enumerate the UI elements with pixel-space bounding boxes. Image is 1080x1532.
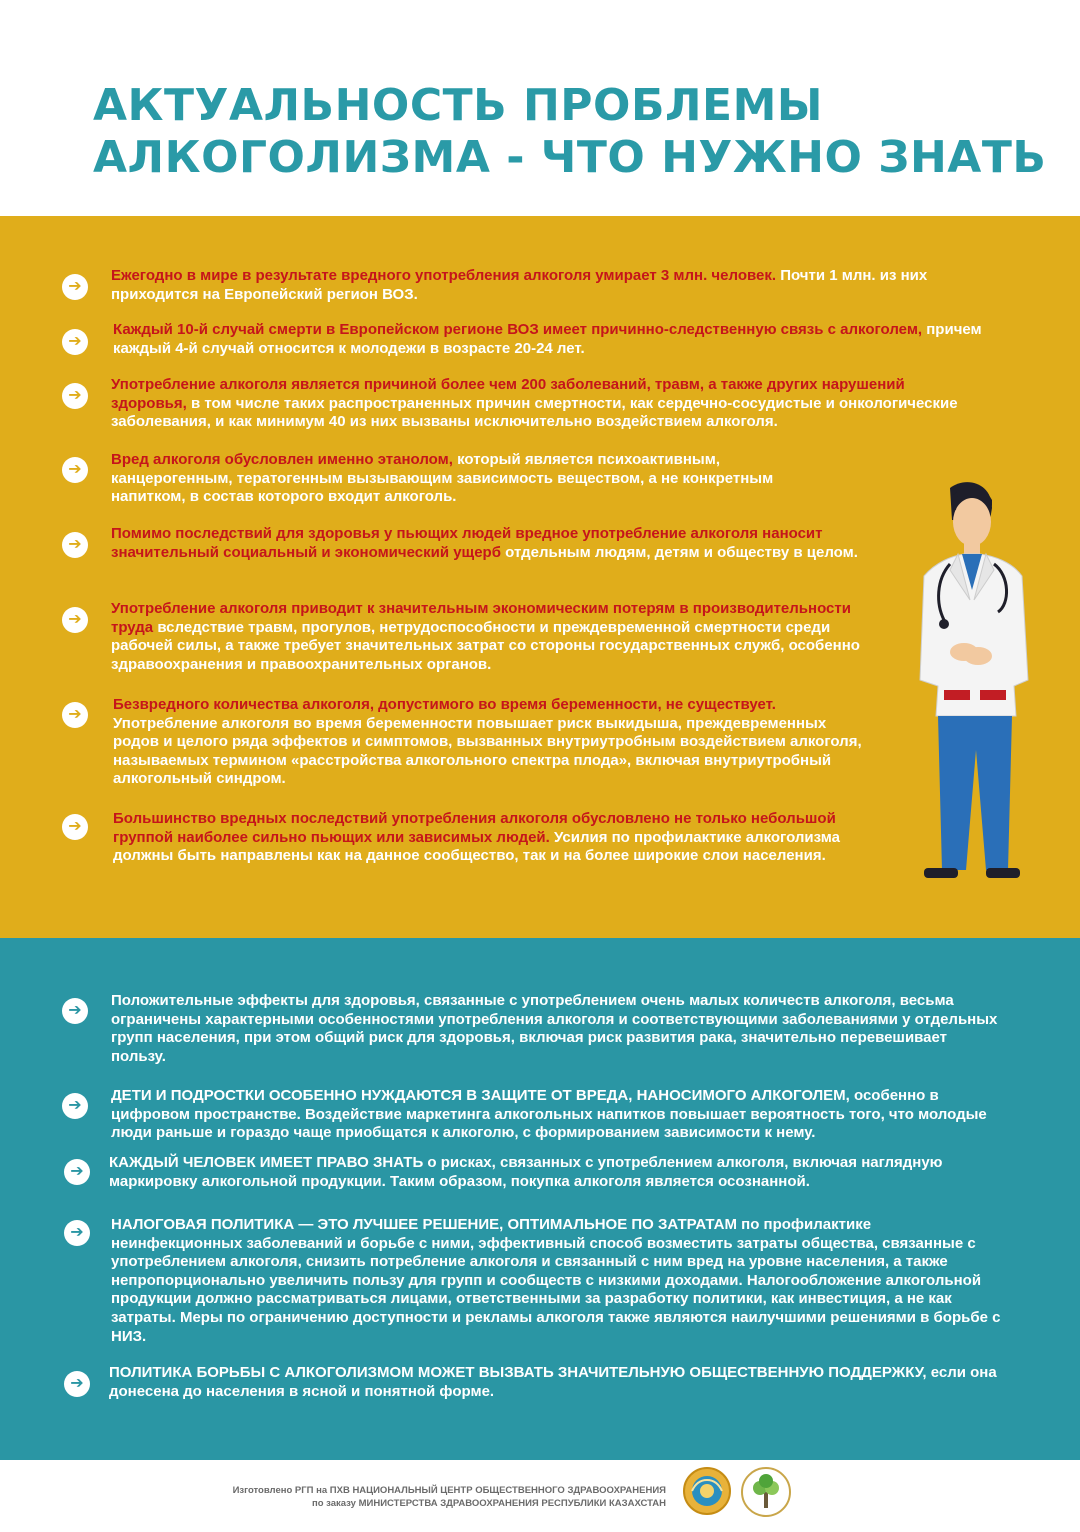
arrow-right-circle-icon: ➔ [64,1220,90,1246]
fact-item-8 [113,810,873,866]
state-emblem-icon [682,1466,732,1516]
fact-emphasis: Вред алкоголя обусловлен именно этанолом, [111,451,453,468]
arrow-right-circle-icon: ➔ [62,457,88,483]
arrow-right-circle-icon: ➔ [64,1159,90,1185]
page-title-line-2: АЛКОГОЛИЗМА - ЧТО НУЖНО ЗНАТЬ [93,132,1047,183]
doctor-illustration [880,480,1050,880]
fact-text: в том числе таких распространенных причин смертности, как сердечно-сосудистые и онкологические заболевания, и как минимум 40 из них вызваны исключительно воздействием алкоголя. [111,394,958,431]
fact-item-1 [111,267,981,304]
footer-line-2: по заказу МИНИСТЕРСТВА ЗДРАВООХРАНЕНИЯ РЕСПУБЛИКИ КАЗАХСТАН [311,1498,666,1509]
fact-item-7 [113,696,868,789]
arrow-right-circle-icon: ➔ [62,329,88,355]
page-title-line-1: АКТУАЛЬНОСТЬ ПРОБЛЕМЫ [93,80,823,131]
fact-text: Усилия по профилактике алкоголизма должны быть направлены как на данное сообщество, так и на более широкие слои населения. [113,828,840,865]
fact-text: причем каждый 4-й случай относится к молодежи в возрасте 20-24 лет. [113,321,982,357]
fact-item-2 [113,321,983,358]
arrow-right-circle-icon: ➔ [64,1371,90,1397]
policy-item-2: ДЕТИ И ПОДРОСТКИ ОСОБЕННО НУЖДАЮТСЯ В ЗАЩИТЕ ОТ ВРЕДА, НАНОСИМОГО АЛКОГОЛЕМ, особенно в цифровом пространстве. Воздействие маркетинга алкогольных напитков повышает вероятность того, что молодые люди раньше и гораздо чаще приобщатся к алкоголю, с формированием зависимости к нему. [111,1087,987,1142]
fact-emphasis: Безвредного количества алкоголя, допустимого во время беременности, не существует. [113,696,776,713]
arrow-right-circle-icon: ➔ [62,702,88,728]
fact-item-3 [111,376,981,432]
arrow-right-circle-icon: ➔ [62,532,88,558]
policy-item-5: ПОЛИТИКА БОРЬБЫ С АЛКОГОЛИЗМОМ МОЖЕТ ВЫЗВАТЬ ЗНАЧИТЕЛЬНУЮ ОБЩЕСТВЕННУЮ ПОДДЕРЖКУ, если она донесена до населения в ясной и понятной форме. [109,1364,997,1400]
arrow-right-circle-icon: ➔ [62,274,88,300]
fact-text: вследствие травм, прогулов, нетрудоспособности и преждевременной смертности среди рабочей силы, а также требует значительных затрат со стороны государственных служб, особенно здравоохранения и правоохранительных органов. [111,618,860,673]
fact-emphasis: Употребление алкоголя является причиной более чем 200 заболеваний, травм, а также других нарушений здоровья, [111,376,905,412]
fact-item-4 [111,451,811,507]
tree-logo-icon [740,1466,792,1518]
fact-item-6 [111,600,871,674]
footer [0,1460,1080,1532]
facts-section [0,216,1080,938]
arrow-right-circle-icon: ➔ [62,814,88,840]
policy-item-4: НАЛОГОВАЯ ПОЛИТИКА — ЭТО ЛУЧШЕЕ РЕШЕНИЕ, ОПТИМАЛЬНОЕ ПО ЗАТРАТАМ по профилактике неинфекционных заболеваний и борьбе с ними, эффективный способ возместить затраты общества, связанные с употреблением алкоголя, снизить потребление алкоголя и связанный с ним вред на уровне населения, а также непропорционально увеличить пользу для групп и сообществ с низкими доходами. Налогообложение алкогольной продукции должно рассматриваться лицами, ответственными за разработку политики, как инвестиция, а не как затраты. Меры по ограничению доступности и рекламы алкоголя также являются наилучшими решениями в борьбе с НИЗ. [111,1216,1001,1345]
fact-text: который является психоактивным, канцерогенным, тератогенным вызывающим зависимость веществом, а не конкретным напитком, в состав которого входит алкоголь. [111,451,774,506]
footer-line-1: Изготовлено РГП на ПХВ НАЦИОНАЛЬНЫЙ ЦЕНТР ОБЩЕСТВЕННОГО ЗДРАВООХРАНЕНИЯ [232,1485,666,1496]
fact-emphasis: Каждый 10-й случай смерти в Европейском регионе ВОЗ имеет причинно-следственную связь с алкоголем, [113,321,923,338]
fact-item-5 [111,525,861,562]
fact-text: Употребление алкоголя во время беременности повышает риск выкидыша, преждевременных родов и целого ряда эффектов и симптомов, вызванных внутриутробным воздействием алкоголя, называемых термином «расстройства алкогольного спектра плода», включая внутриутробный алкогольный синдром. [113,714,862,788]
fact-text: отдельным людям, детям и обществу в целом. [500,543,858,561]
footer-credits [160,1484,666,1510]
arrow-right-circle-icon: ➔ [62,383,88,409]
arrow-right-circle-icon: ➔ [62,998,88,1024]
policy-item-3: КАЖДЫЙ ЧЕЛОВЕК ИМЕЕТ ПРАВО ЗНАТЬ о рисках, связанных с употреблением алкоголя, включая наглядную маркировку алкогольной продукции. Таким образом, покупка алкоголя является осознанной. [109,1154,943,1190]
fact-text: Почти 1 млн. из них приходится на Европейский регион ВОЗ. [111,267,928,303]
fact-emphasis: Употребление алкоголя приводит к значительным экономическим потерям в производительности труда [111,600,851,636]
title-block [0,0,1080,216]
arrow-right-circle-icon: ➔ [62,1093,88,1119]
policy-section [0,938,1080,1460]
fact-emphasis: Большинство вредных последствий употребления алкоголя обусловлено не только небольшой группой наиболее сильно пьющих или зависимых людей. [113,810,836,846]
policy-item-1: Положительные эффекты для здоровья, связанные с употреблением очень малых количеств алкоголя, весьма ограничены характерными особенностями употребления алкоголя и соответствующими заболеваниями у отдельных групп населения, при этом общий риск для здоровья, включая риск развития рака, значительно перевешивает пользу. [111,992,998,1065]
fact-emphasis: Ежегодно в мире в результате вредного употребления алкоголя умирает 3 млн. человек. [111,267,777,284]
arrow-right-circle-icon: ➔ [62,607,88,633]
fact-emphasis: Помимо последствий для здоровья у пьющих людей вредное употребление алкоголя наносит значительный социальный и экономический ущерб [111,525,823,561]
